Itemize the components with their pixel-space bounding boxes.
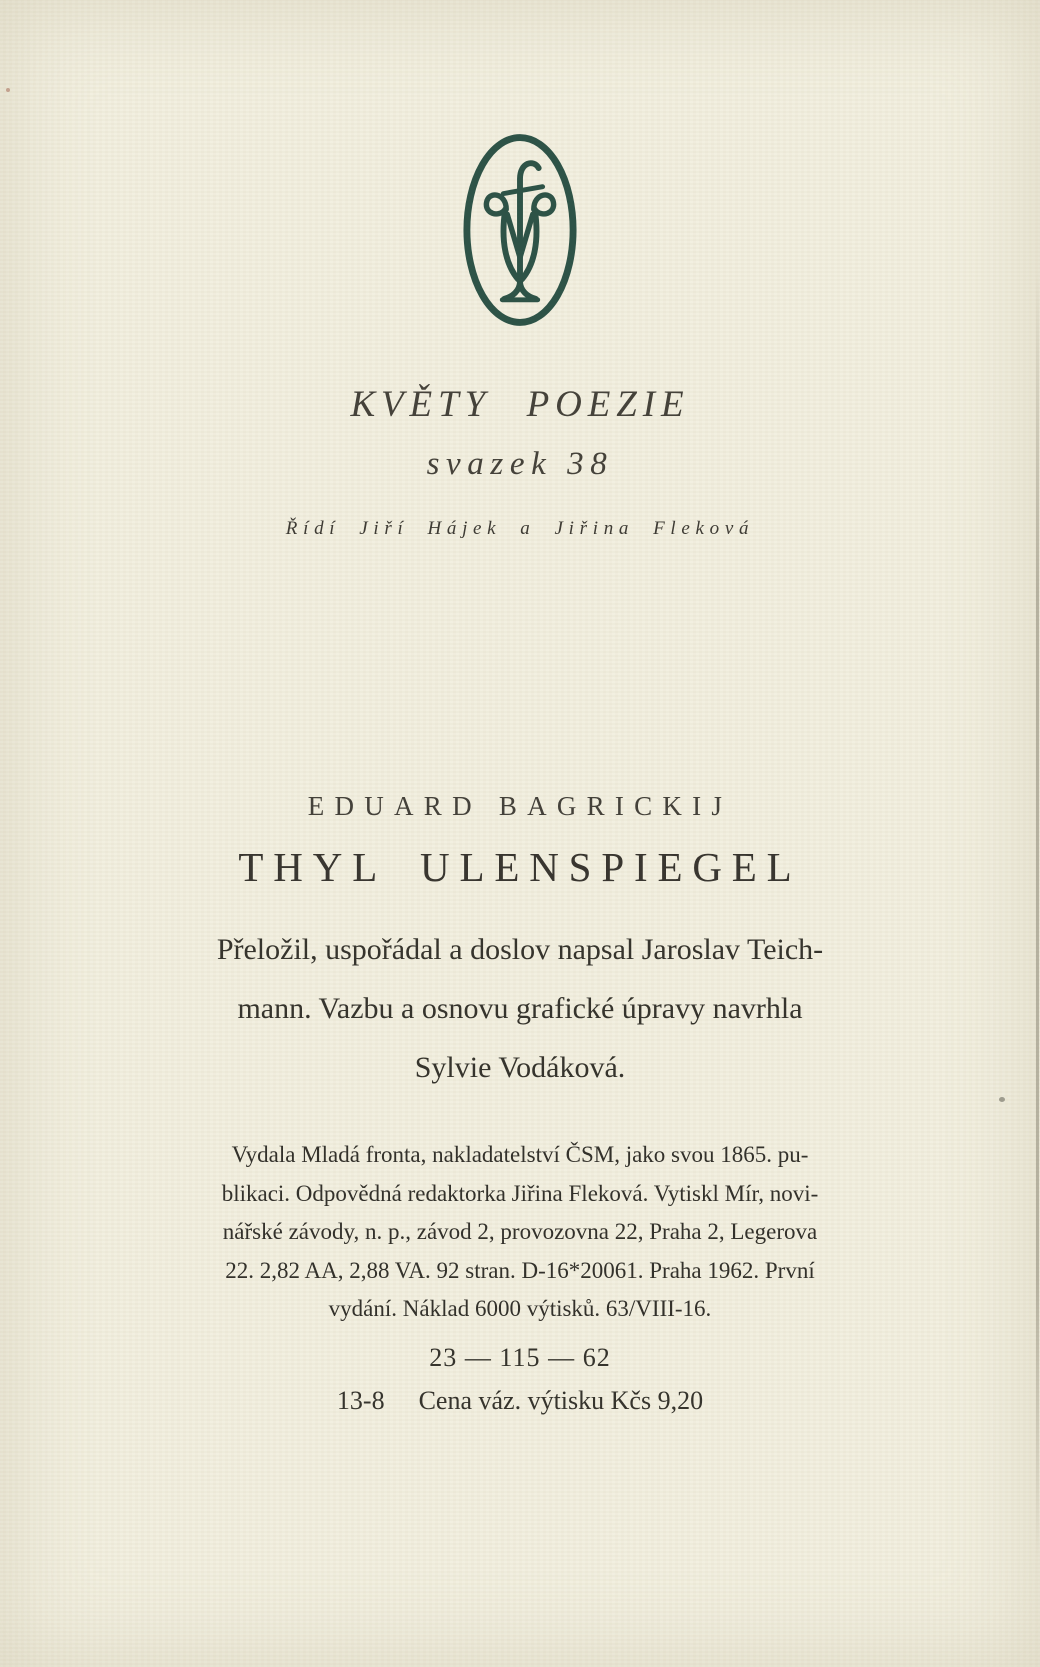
author-name: EDUARD BAGRICKIJ bbox=[307, 791, 733, 821]
series-volume: svazek 38 bbox=[426, 446, 614, 482]
colophon-line: nářské závody, n. p., závod 2, provozovna 22, Praha 2, Legerova bbox=[222, 1219, 818, 1244]
credits-line: Sylvie Vodáková. bbox=[414, 1051, 626, 1084]
colophon-paragraph bbox=[0, 1136, 1040, 1329]
credits-line: Přeložil, uspořádal a doslov napsal Jaroslav Teich- bbox=[216, 933, 824, 966]
series-editors: Řídí Jiří Hájek a Jiřina Fleková bbox=[285, 518, 755, 539]
price-text: Cena váz. výtisku Kčs 9,20 bbox=[418, 1386, 704, 1415]
colophon-line: vydání. Náklad 6000 výtisků. 63/VIII-16. bbox=[328, 1296, 712, 1321]
series-title: KVĚTY POEZIE bbox=[350, 384, 690, 425]
credits-line: mann. Vazbu a osnovu grafické úpravy navrhla bbox=[237, 992, 803, 1025]
colophon-line: Vydala Mladá fronta, nakladatelství ČSM, jako svou 1865. pu- bbox=[231, 1142, 809, 1167]
ink-speck bbox=[6, 88, 10, 92]
edition-number: 23 — 115 — 62 bbox=[429, 1343, 611, 1372]
price-line bbox=[0, 1386, 1040, 1416]
page-edge-shadow bbox=[1036, 270, 1039, 1560]
colophon-line: 22. 2,82 AA, 2,88 VA. 92 stran. D-16*20061. Praha 1962. První bbox=[225, 1257, 815, 1283]
print-code: 13-8 bbox=[336, 1386, 385, 1415]
publisher-logo bbox=[0, 130, 1040, 335]
ink-speck bbox=[999, 1097, 1005, 1102]
book-title: THYL ULENSPIEGEL bbox=[238, 844, 802, 890]
credits-paragraph bbox=[0, 920, 1040, 1097]
lyre-monogram-icon bbox=[461, 130, 579, 330]
colophon-line: blikaci. Odpovědná redaktorka Jiřina Fleková. Vytiskl Mír, novi- bbox=[221, 1180, 819, 1206]
